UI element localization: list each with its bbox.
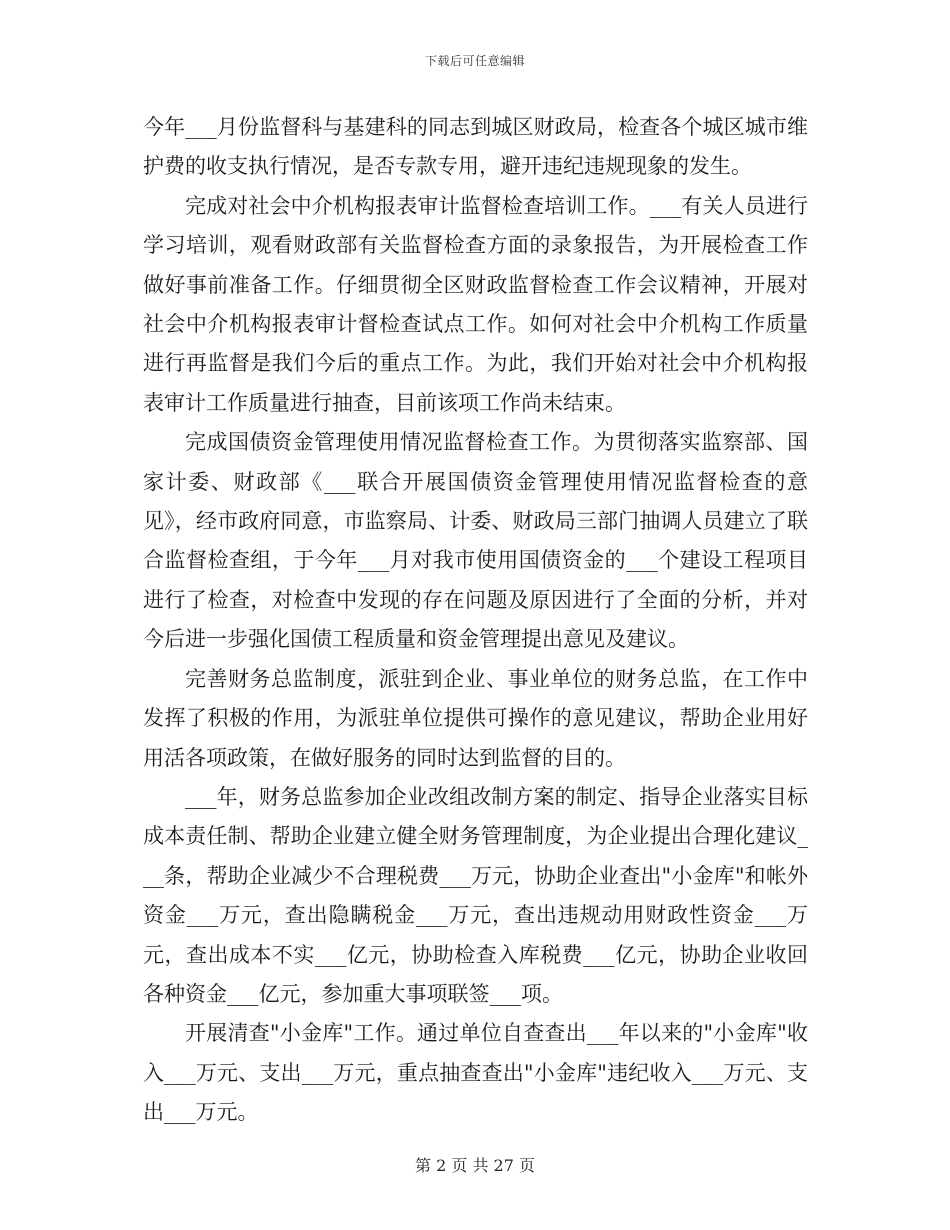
paragraph-2: 完成对社会中介机构报表审计监督检查培训工作。___有关人员进行学习培训，观看财政部有关监督检查方面的录象报告，为开展检查工作做好事前准备工作。仔细贯彻全区财政监督检查工作会议精神，开展对社会中介机构报表审计督检查试点工作。如何对社会中介机构工作质量进行再监督是我们今后的重点工作。为此，我们开始对社会中介机构报表审计工作质量进行抽查，目前该项工作尚未结束。 (143, 193, 808, 415)
page-number: 第 2 页 共 27 页 (415, 1156, 535, 1175)
paragraph-1: 今年___月份监督科与基建科的同志到城区财政局，检查各个城区城市维护费的收支执行情况，是否专款专用，避开违纪违规现象的发生。 (143, 115, 808, 179)
paragraph-5: ___年，财务总监参加企业改组改制方案的制定、指导企业落实目标成本责任制、帮助企业建立健全财务管理制度，为企业提出合理化建议___条，帮助企业减少不合理税费___万元，协助企业查出"小金库"和帐外资金___万元，查出隐瞒税金___万元，查出违规动用财政性资金___万元，查出成本不实___亿元，协助检查入库税费___亿元，协助企业收回各种资金___亿元，参加重大事项联签___项。 (143, 784, 808, 1006)
document-body (143, 108, 808, 1133)
paragraph-6: 开展清查"小金库"工作。通过单位自查查出___年以来的"小金库"收入___万元、支出___万元，重点抽查查出"小金库"违纪收入___万元、支出___万元。 (143, 1021, 808, 1125)
page-header: 下载后可任意编辑 (424, 54, 525, 68)
paragraph-4: 完善财务总监制度，派驻到企业、事业单位的财务总监，在工作中发挥了积极的作用，为派驻单位提供可操作的意见建议，帮助企业用好用活各项政策，在做好服务的同时达到监督的目的。 (143, 666, 808, 770)
paragraph-3: 完成国债资金管理使用情况监督检查工作。为贯彻落实监察部、国家计委、财政部《___联合开展国债资金管理使用情况监督检查的意见》，经市政府同意，市监察局、计委、财政局三部门抽调人员建立了联合监督检查组，于今年___月对我市使用国债资金的___个建设工程项目进行了检查，对检查中发现的存在问题及原因进行了全面的分析，并对今后进一步强化国债工程质量和资金管理提出意见及建议。 (143, 430, 808, 652)
